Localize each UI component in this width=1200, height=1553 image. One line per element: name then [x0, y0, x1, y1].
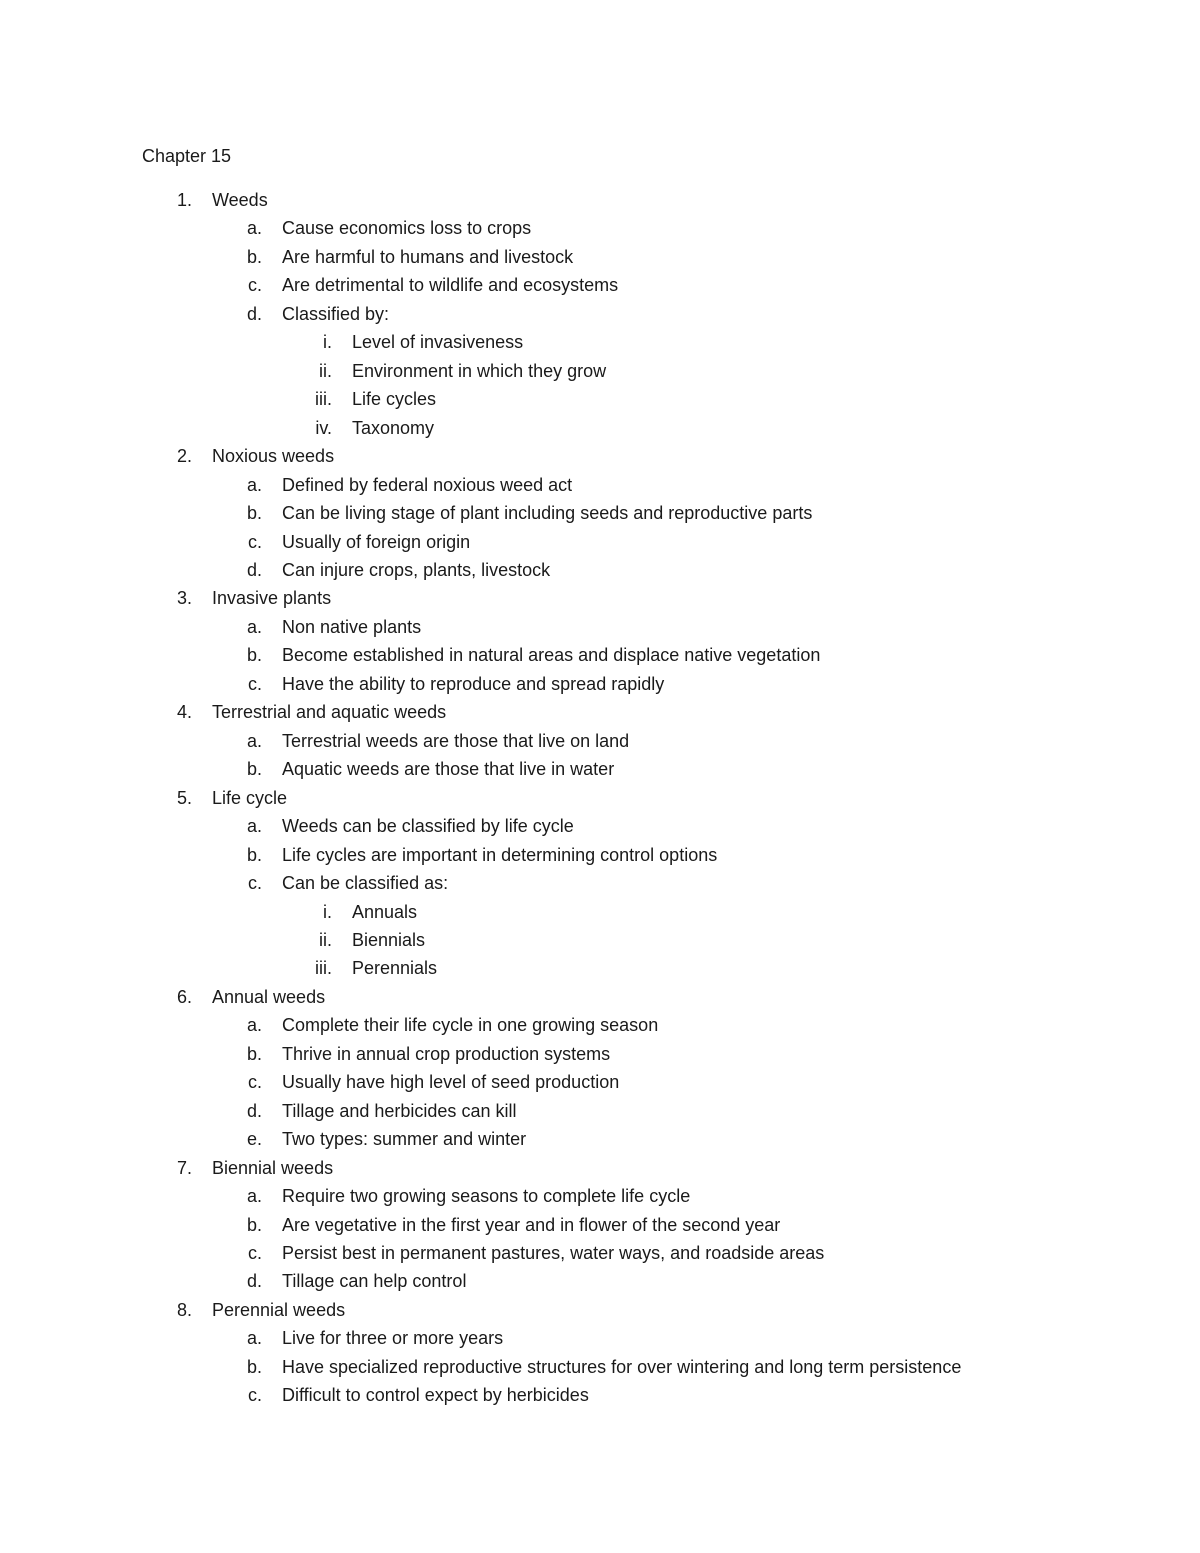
list-item-text: Invasive plants — [212, 588, 332, 608]
list-item-text: Complete their life cycle in one growing season — [282, 1015, 659, 1035]
list-marker: c. — [247, 873, 262, 893]
list-marker: iv. — [315, 418, 332, 438]
list-marker: a. — [246, 1015, 262, 1035]
list-item-text: Terrestrial and aquatic weeds — [212, 702, 447, 722]
list-marker: 1. — [176, 190, 192, 210]
list-item-text: Thrive in annual crop production systems — [282, 1044, 611, 1064]
list-item-text: Can be classified as: — [282, 873, 449, 893]
list-marker: 6. — [176, 987, 192, 1007]
list-item-text: Level of invasiveness — [352, 332, 524, 352]
list-item-text: Biennials — [352, 930, 426, 950]
list-marker: a. — [246, 218, 262, 238]
list-item-text: Persist best in permanent pastures, water ways, and roadside areas — [282, 1243, 825, 1263]
list-item-text: Difficult to control expect by herbicides — [282, 1385, 589, 1405]
list-item-text: Have the ability to reproduce and spread rapidly — [282, 674, 665, 694]
list-marker: d. — [246, 1271, 262, 1291]
list-item-text: Life cycles — [352, 389, 437, 409]
list-marker: b. — [246, 247, 262, 267]
list-item-text: Classified by: — [282, 304, 390, 324]
list-marker: b. — [246, 1044, 262, 1064]
list-marker: c. — [247, 532, 262, 552]
list-item-text: Non native plants — [282, 617, 422, 637]
list-item-text: Are harmful to humans and livestock — [282, 247, 574, 267]
list-item-text: Usually of foreign origin — [282, 532, 471, 552]
list-marker: a. — [246, 1186, 262, 1206]
list-marker: e. — [246, 1129, 262, 1149]
list-marker: ii. — [319, 361, 332, 381]
list-marker: i. — [323, 902, 332, 922]
list-marker: c. — [247, 275, 262, 295]
list-item-text: Perennials — [352, 958, 438, 978]
list-item-text: Weeds — [212, 190, 268, 210]
list-marker: c. — [247, 1072, 262, 1092]
list-marker: b. — [246, 503, 262, 523]
list-item-text: Taxonomy — [352, 418, 435, 438]
list-marker: b. — [246, 845, 262, 865]
list-item-text: Life cycle — [212, 788, 288, 808]
list-marker: d. — [246, 304, 262, 324]
list-marker: b. — [246, 1215, 262, 1235]
list-item-text: Weeds can be classified by life cycle — [282, 816, 574, 836]
list-marker: b. — [246, 759, 262, 779]
list-item-text: Life cycles are important in determining control options — [282, 845, 718, 865]
list-item-text: Terrestrial weeds are those that live on land — [282, 731, 630, 751]
list-marker: a. — [246, 1328, 262, 1348]
list-item-text: Require two growing seasons to complete life cycle — [282, 1186, 691, 1206]
list-item-text: Noxious weeds — [212, 446, 335, 466]
list-item-text: Can injure crops, plants, livestock — [282, 560, 551, 580]
list-marker: 5. — [176, 788, 192, 808]
list-item-text: Tillage and herbicides can kill — [282, 1101, 517, 1121]
list-marker: c. — [247, 674, 262, 694]
document-title: Chapter 15 — [142, 146, 232, 166]
list-item-text: Tillage can help control — [282, 1271, 467, 1291]
list-marker: a. — [246, 816, 262, 836]
list-item-text: Live for three or more years — [282, 1328, 504, 1348]
list-marker: ii. — [319, 930, 332, 950]
list-item-text: Have specialized reproductive structures for over wintering and long term persistence — [282, 1357, 962, 1377]
list-item-text: Are vegetative in the first year and in flower of the second year — [282, 1215, 781, 1235]
list-item-text: Environment in which they grow — [352, 361, 607, 381]
list-item-text: Annuals — [352, 902, 418, 922]
list-item-text: Usually have high level of seed production — [282, 1072, 620, 1092]
list-item-text: Annual weeds — [212, 987, 326, 1007]
list-marker: b. — [246, 1357, 262, 1377]
list-item-text: Cause economics loss to crops — [282, 218, 532, 238]
list-marker: a. — [246, 475, 262, 495]
list-marker: d. — [246, 560, 262, 580]
list-marker: 4. — [176, 702, 192, 722]
list-item-text: Aquatic weeds are those that live in water — [282, 759, 615, 779]
list-marker: iii. — [315, 958, 332, 978]
list-marker: iii. — [315, 389, 332, 409]
list-marker: b. — [246, 645, 262, 665]
list-marker: c. — [247, 1243, 262, 1263]
list-marker: 7. — [176, 1158, 192, 1178]
list-item-text: Become established in natural areas and displace native vegetation — [282, 645, 821, 665]
list-item-text: Biennial weeds — [212, 1158, 334, 1178]
list-marker: i. — [323, 332, 332, 352]
list-marker: 8. — [176, 1300, 192, 1320]
list-item-text: Two types: summer and winter — [282, 1129, 527, 1149]
list-marker: a. — [246, 617, 262, 637]
list-item-text: Can be living stage of plant including seeds and reproductive parts — [282, 503, 813, 523]
list-item-text: Are detrimental to wildlife and ecosystems — [282, 275, 619, 295]
list-marker: 3. — [176, 588, 192, 608]
list-marker: a. — [246, 731, 262, 751]
list-marker: d. — [246, 1101, 262, 1121]
list-marker: c. — [247, 1385, 262, 1405]
list-item-text: Perennial weeds — [212, 1300, 346, 1320]
list-item-text: Defined by federal noxious weed act — [282, 475, 573, 495]
list-marker: 2. — [176, 446, 192, 466]
